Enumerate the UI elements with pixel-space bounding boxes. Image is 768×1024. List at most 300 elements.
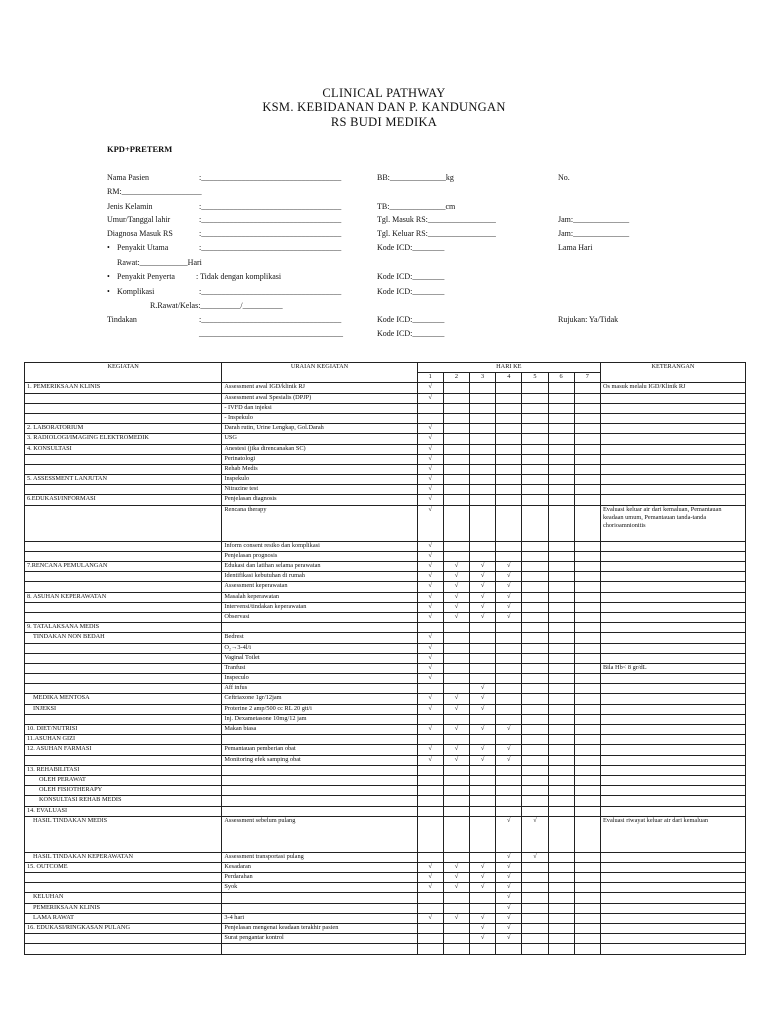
admission-date-field[interactable]: Tgl. Masuk RS:_________________ [377,215,496,224]
day-check-cell[interactable] [548,582,574,592]
day-check-cell[interactable] [548,735,574,745]
day-check-cell[interactable]: √ [443,612,469,622]
day-check-cell[interactable] [417,852,443,862]
day-check-cell[interactable] [417,413,443,423]
day-check-cell[interactable] [548,623,574,633]
day-check-cell[interactable] [574,745,600,755]
day-check-cell[interactable] [470,485,496,495]
day-check-cell[interactable]: √ [496,873,522,883]
day-check-cell[interactable] [496,806,522,816]
day-check-cell[interactable] [522,505,548,541]
day-check-cell[interactable]: √ [470,725,496,735]
day-check-cell[interactable] [574,725,600,735]
day-check-cell[interactable] [443,505,469,541]
day-check-cell[interactable]: √ [470,924,496,934]
day-check-cell[interactable] [496,944,522,954]
day-check-cell[interactable] [574,735,600,745]
day-check-cell[interactable]: √ [417,475,443,485]
day-check-cell[interactable] [522,944,548,954]
day-check-cell[interactable] [443,403,469,413]
day-check-cell[interactable] [443,893,469,903]
day-check-cell[interactable] [548,786,574,796]
complication-field[interactable]: :___________________________________ [199,287,342,296]
day-check-cell[interactable] [470,475,496,485]
day-check-cell[interactable] [522,755,548,765]
day-check-cell[interactable]: √ [417,424,443,434]
day-check-cell[interactable]: √ [417,663,443,673]
day-check-cell[interactable] [574,495,600,505]
day-check-cell[interactable] [443,663,469,673]
day-check-cell[interactable] [470,786,496,796]
day-check-cell[interactable] [574,913,600,923]
day-check-cell[interactable] [522,694,548,704]
day-check-cell[interactable] [443,765,469,775]
day-check-cell[interactable]: √ [496,816,522,852]
day-check-cell[interactable] [574,704,600,714]
day-check-cell[interactable] [417,924,443,934]
day-check-cell[interactable]: √ [417,653,443,663]
day-check-cell[interactable] [574,674,600,684]
day-check-cell[interactable] [417,775,443,785]
day-check-cell[interactable]: √ [496,924,522,934]
day-check-cell[interactable]: √ [417,612,443,622]
day-check-cell[interactable] [522,903,548,913]
day-check-cell[interactable] [417,816,443,852]
day-check-cell[interactable] [443,485,469,495]
day-check-cell[interactable] [443,684,469,694]
day-check-cell[interactable] [470,505,496,541]
day-check-cell[interactable]: √ [417,393,443,403]
day-check-cell[interactable] [522,765,548,775]
day-check-cell[interactable]: √ [496,755,522,765]
day-check-cell[interactable]: √ [470,862,496,872]
day-check-cell[interactable] [496,786,522,796]
day-check-cell[interactable] [443,475,469,485]
day-check-cell[interactable] [574,924,600,934]
day-check-cell[interactable] [417,806,443,816]
day-check-cell[interactable] [470,623,496,633]
day-check-cell[interactable] [496,383,522,393]
day-check-cell[interactable]: √ [417,464,443,474]
day-check-cell[interactable] [522,934,548,944]
day-check-cell[interactable] [548,714,574,724]
day-check-cell[interactable] [443,413,469,423]
day-check-cell[interactable] [548,643,574,653]
day-check-cell[interactable] [470,434,496,444]
day-check-cell[interactable]: √ [470,602,496,612]
day-check-cell[interactable] [574,694,600,704]
medical-record-field[interactable]: RM:____________________ [107,187,202,196]
day-check-cell[interactable] [522,424,548,434]
day-check-cell[interactable] [470,424,496,434]
day-check-cell[interactable] [548,913,574,923]
day-check-cell[interactable] [496,796,522,806]
day-check-cell[interactable]: √ [417,674,443,684]
day-check-cell[interactable]: √ [417,862,443,872]
day-check-cell[interactable] [548,454,574,464]
day-check-cell[interactable] [574,602,600,612]
day-check-cell[interactable] [574,755,600,765]
day-check-cell[interactable]: √ [417,643,443,653]
day-check-cell[interactable]: √ [417,873,443,883]
day-check-cell[interactable] [548,755,574,765]
day-check-cell[interactable] [470,893,496,903]
day-check-cell[interactable]: √ [417,551,443,561]
day-check-cell[interactable] [574,612,600,622]
day-check-cell[interactable] [522,796,548,806]
day-check-cell[interactable]: √ [443,592,469,602]
day-check-cell[interactable] [470,674,496,684]
day-check-cell[interactable] [443,852,469,862]
day-check-cell[interactable]: √ [470,934,496,944]
day-check-cell[interactable] [548,816,574,852]
day-check-cell[interactable] [417,684,443,694]
admission-diagnosis-field[interactable]: :___________________________________ [199,229,342,238]
discharge-date-field[interactable]: Tgl. Keluar RS:_________________ [377,229,496,238]
day-check-cell[interactable]: √ [470,562,496,572]
day-check-cell[interactable]: √ [443,745,469,755]
day-check-cell[interactable]: √ [496,745,522,755]
day-check-cell[interactable] [443,623,469,633]
day-check-cell[interactable] [548,562,574,572]
day-check-cell[interactable] [496,714,522,724]
day-check-cell[interactable] [470,495,496,505]
day-check-cell[interactable] [548,944,574,954]
day-check-cell[interactable] [548,602,574,612]
day-check-cell[interactable]: √ [470,694,496,704]
day-check-cell[interactable]: √ [417,745,443,755]
day-check-cell[interactable] [522,623,548,633]
day-check-cell[interactable]: √ [470,745,496,755]
day-check-cell[interactable] [522,924,548,934]
day-check-cell[interactable] [417,786,443,796]
day-check-cell[interactable] [496,674,522,684]
day-check-cell[interactable] [443,735,469,745]
day-check-cell[interactable] [470,735,496,745]
room-class-field[interactable]: R.Rawat/Kelas:__________/__________ [150,301,283,310]
age-dob-field[interactable]: :___________________________________ [199,215,342,224]
day-check-cell[interactable] [548,694,574,704]
day-check-cell[interactable]: √ [417,592,443,602]
icd-code-field-5[interactable]: Kode ICD:________ [377,329,445,338]
day-check-cell[interactable] [574,454,600,464]
day-check-cell[interactable] [574,883,600,893]
day-check-cell[interactable]: √ [443,755,469,765]
day-check-cell[interactable]: √ [417,562,443,572]
main-disease-field[interactable]: :___________________________________ [199,243,342,252]
day-check-cell[interactable] [496,444,522,454]
day-check-cell[interactable] [443,383,469,393]
day-check-cell[interactable] [548,893,574,903]
day-check-cell[interactable] [548,775,574,785]
day-check-cell[interactable] [443,434,469,444]
day-check-cell[interactable] [443,674,469,684]
day-check-cell[interactable] [574,873,600,883]
day-check-cell[interactable] [574,765,600,775]
gender-field[interactable]: :___________________________________ [199,202,342,211]
day-check-cell[interactable] [496,403,522,413]
day-check-cell[interactable] [574,562,600,572]
day-check-cell[interactable] [443,944,469,954]
day-check-cell[interactable]: √ [470,755,496,765]
day-check-cell[interactable] [443,796,469,806]
day-check-cell[interactable] [522,562,548,572]
day-check-cell[interactable] [443,924,469,934]
day-check-cell[interactable] [522,495,548,505]
day-check-cell[interactable]: √ [470,873,496,883]
day-check-cell[interactable] [522,643,548,653]
procedure-field-2[interactable]: ____________________________________ [199,329,343,338]
icd-code-field-3[interactable]: Kode ICD:________ [377,287,445,296]
day-check-cell[interactable]: √ [470,582,496,592]
day-check-cell[interactable] [470,413,496,423]
day-check-cell[interactable] [470,806,496,816]
day-check-cell[interactable] [522,454,548,464]
day-check-cell[interactable] [522,704,548,714]
day-check-cell[interactable]: √ [417,541,443,551]
day-check-cell[interactable] [574,592,600,602]
day-check-cell[interactable] [522,464,548,474]
day-check-cell[interactable] [417,944,443,954]
day-check-cell[interactable]: √ [496,852,522,862]
day-check-cell[interactable] [443,775,469,785]
day-check-cell[interactable] [522,745,548,755]
day-check-cell[interactable] [522,913,548,923]
day-check-cell[interactable] [574,663,600,673]
day-check-cell[interactable] [574,623,600,633]
day-check-cell[interactable] [548,674,574,684]
procedure-field[interactable]: :___________________________________ [199,315,342,324]
day-check-cell[interactable] [574,903,600,913]
day-check-cell[interactable] [548,765,574,775]
day-check-cell[interactable]: √ [417,434,443,444]
day-check-cell[interactable] [522,684,548,694]
day-check-cell[interactable] [443,816,469,852]
admission-time-field[interactable]: Jam:______________ [558,215,630,224]
day-check-cell[interactable] [496,485,522,495]
day-check-cell[interactable] [522,806,548,816]
day-check-cell[interactable] [574,541,600,551]
day-check-cell[interactable]: √ [522,852,548,862]
day-check-cell[interactable] [522,786,548,796]
day-check-cell[interactable] [470,653,496,663]
day-check-cell[interactable] [443,934,469,944]
day-check-cell[interactable] [443,643,469,653]
day-check-cell[interactable] [548,495,574,505]
day-check-cell[interactable] [470,464,496,474]
day-check-cell[interactable] [522,541,548,551]
day-check-cell[interactable] [574,383,600,393]
day-check-cell[interactable] [496,495,522,505]
day-check-cell[interactable] [574,485,600,495]
day-check-cell[interactable] [470,944,496,954]
day-check-cell[interactable] [522,862,548,872]
day-check-cell[interactable] [548,592,574,602]
day-check-cell[interactable]: √ [496,582,522,592]
day-check-cell[interactable] [470,852,496,862]
day-check-cell[interactable] [548,505,574,541]
day-check-cell[interactable] [574,413,600,423]
day-check-cell[interactable] [417,714,443,724]
day-check-cell[interactable]: √ [470,592,496,602]
day-check-cell[interactable] [496,653,522,663]
day-check-cell[interactable] [496,464,522,474]
day-check-cell[interactable] [443,786,469,796]
day-check-cell[interactable] [417,934,443,944]
day-check-cell[interactable] [417,765,443,775]
day-check-cell[interactable] [574,572,600,582]
day-check-cell[interactable] [470,403,496,413]
day-check-cell[interactable] [470,393,496,403]
stay-days-field[interactable]: Rawat:____________Hari [117,258,202,267]
day-check-cell[interactable] [496,623,522,633]
day-check-cell[interactable] [470,454,496,464]
day-check-cell[interactable] [522,551,548,561]
day-check-cell[interactable] [496,551,522,561]
day-check-cell[interactable]: √ [443,862,469,872]
day-check-cell[interactable]: √ [496,934,522,944]
day-check-cell[interactable]: √ [496,602,522,612]
day-check-cell[interactable] [496,663,522,673]
day-check-cell[interactable]: √ [443,582,469,592]
day-check-cell[interactable] [470,816,496,852]
day-check-cell[interactable] [574,505,600,541]
day-check-cell[interactable]: √ [417,913,443,923]
day-check-cell[interactable] [522,775,548,785]
day-check-cell[interactable] [496,393,522,403]
day-check-cell[interactable] [548,796,574,806]
day-check-cell[interactable]: √ [470,684,496,694]
day-check-cell[interactable]: √ [417,505,443,541]
day-check-cell[interactable] [548,663,574,673]
day-check-cell[interactable]: √ [470,612,496,622]
day-check-cell[interactable] [548,806,574,816]
day-check-cell[interactable] [548,572,574,582]
day-check-cell[interactable] [443,424,469,434]
day-check-cell[interactable] [470,633,496,643]
day-check-cell[interactable]: √ [417,755,443,765]
day-check-cell[interactable]: √ [496,725,522,735]
day-check-cell[interactable] [548,393,574,403]
day-check-cell[interactable] [417,623,443,633]
day-check-cell[interactable] [548,444,574,454]
day-check-cell[interactable] [574,775,600,785]
day-check-cell[interactable]: √ [443,694,469,704]
day-check-cell[interactable] [522,485,548,495]
day-check-cell[interactable] [522,383,548,393]
day-check-cell[interactable]: √ [417,572,443,582]
day-check-cell[interactable] [496,475,522,485]
day-check-cell[interactable]: √ [417,495,443,505]
day-check-cell[interactable]: √ [496,913,522,923]
day-check-cell[interactable] [496,424,522,434]
day-check-cell[interactable]: √ [443,883,469,893]
day-check-cell[interactable] [574,403,600,413]
day-check-cell[interactable] [548,475,574,485]
day-check-cell[interactable] [574,714,600,724]
day-check-cell[interactable] [574,633,600,643]
day-check-cell[interactable] [522,434,548,444]
icd-code-field-4[interactable]: Kode ICD:________ [377,315,445,324]
day-check-cell[interactable] [470,796,496,806]
day-check-cell[interactable]: √ [496,592,522,602]
day-check-cell[interactable] [443,653,469,663]
day-check-cell[interactable] [443,806,469,816]
day-check-cell[interactable]: √ [417,485,443,495]
day-check-cell[interactable]: √ [417,582,443,592]
day-check-cell[interactable]: √ [417,633,443,643]
day-check-cell[interactable] [496,765,522,775]
day-check-cell[interactable] [548,612,574,622]
day-check-cell[interactable] [522,633,548,643]
day-check-cell[interactable] [574,424,600,434]
day-check-cell[interactable] [574,393,600,403]
icd-code-field-1[interactable]: Kode ICD:________ [377,243,445,252]
day-check-cell[interactable] [470,714,496,724]
day-check-cell[interactable] [470,643,496,653]
day-check-cell[interactable] [496,694,522,704]
day-check-cell[interactable] [548,725,574,735]
day-check-cell[interactable] [496,505,522,541]
day-check-cell[interactable]: √ [470,883,496,893]
day-check-cell[interactable] [548,485,574,495]
day-check-cell[interactable] [574,464,600,474]
day-check-cell[interactable]: √ [443,725,469,735]
day-check-cell[interactable] [548,551,574,561]
day-check-cell[interactable] [548,383,574,393]
day-check-cell[interactable] [470,903,496,913]
day-check-cell[interactable]: √ [417,383,443,393]
day-check-cell[interactable] [522,572,548,582]
day-check-cell[interactable]: √ [417,725,443,735]
day-check-cell[interactable] [496,643,522,653]
day-check-cell[interactable] [574,684,600,694]
day-check-cell[interactable] [548,403,574,413]
day-check-cell[interactable] [548,434,574,444]
day-check-cell[interactable] [548,413,574,423]
day-check-cell[interactable] [470,765,496,775]
day-check-cell[interactable] [417,893,443,903]
day-check-cell[interactable] [574,643,600,653]
weight-field[interactable]: BB:______________kg [377,173,454,182]
day-check-cell[interactable] [470,541,496,551]
day-check-cell[interactable] [496,434,522,444]
day-check-cell[interactable]: √ [470,913,496,923]
day-check-cell[interactable] [470,663,496,673]
day-check-cell[interactable] [548,924,574,934]
day-check-cell[interactable] [548,704,574,714]
day-check-cell[interactable] [574,806,600,816]
day-check-cell[interactable] [574,796,600,806]
day-check-cell[interactable] [417,735,443,745]
day-check-cell[interactable] [548,934,574,944]
day-check-cell[interactable] [496,735,522,745]
day-check-cell[interactable] [548,852,574,862]
day-check-cell[interactable] [522,725,548,735]
referral-field[interactable]: Rujukan: Ya/Tidak [558,315,619,324]
day-check-cell[interactable]: √ [496,903,522,913]
day-check-cell[interactable] [522,403,548,413]
day-check-cell[interactable] [522,663,548,673]
day-check-cell[interactable] [522,873,548,883]
icd-code-field-2[interactable]: Kode ICD:________ [377,272,445,281]
day-check-cell[interactable] [548,653,574,663]
day-check-cell[interactable] [443,551,469,561]
day-check-cell[interactable] [443,714,469,724]
day-check-cell[interactable]: √ [417,704,443,714]
day-check-cell[interactable] [574,653,600,663]
day-check-cell[interactable] [443,903,469,913]
